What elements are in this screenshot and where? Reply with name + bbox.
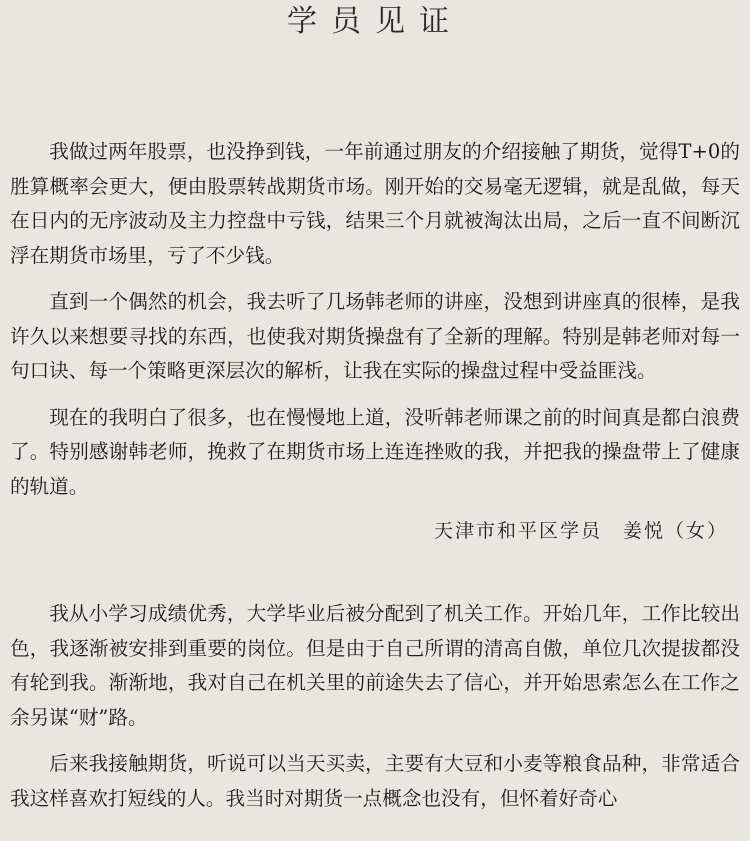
testimonial-1-paragraph-3: 现在的我明白了很多，也在慢慢地上道，没听韩老师课之前的时间真是都白浪费了。特别感谢韩老师，挽救了在期货市场上连连挫败的我，并把我的操盘带上了健康的轨道。 bbox=[10, 405, 740, 498]
testimonial-2-paragraph-1: 我从小学习成绩优秀，大学毕业后被分配到了机关工作。开始几年，工作比较出色，我逐渐被安排到重要的岗位。但是由于自己所谓的清高自傲，单位几次提拔都没有轮到我。渐渐地，我对自己在机关里的前途失去了信心，并开始思索怎么在工作之余另谋“财”路。 bbox=[10, 602, 740, 729]
testimonial-1 bbox=[10, 135, 740, 548]
testimonial-2-paragraph-2: 后来我接触期货，听说可以当天买卖，主要有大豆和小麦等粮食品种，非常适合我这样喜欢打短线的人。我当时对期货一点概念也没有，但怀着好奇心 bbox=[10, 752, 740, 810]
testimonial-1-paragraph-1: 我做过两年股票，也没挣到钱，一年前通过朋友的介绍接触了期货，觉得T+0的胜算概率会更大，便由股票转战期货市场。刚开始的交易毫无逻辑，就是乱做，每天在日内的无序波动及主力控盘中亏钱，结果三个月就被淘汰出局，之后一直不间断沉浮在期货市场里，亏了不少钱。 bbox=[10, 140, 740, 267]
page-title: 学员见证 bbox=[287, 4, 463, 39]
testimonial-2 bbox=[10, 597, 740, 816]
testimonial-1-paragraph-2: 直到一个偶然的机会，我去听了几场韩老师的讲座，没想到讲座真的很棒，是我许久以来想要寻找的东西，也使我对期货操盘有了全新的理解。特别是韩老师对每一句口诀、每一个策略更深层次的解析，让我在实际的操盘过程中受益匪浅。 bbox=[10, 290, 740, 382]
testimonial-1-signature: 天津市和平区学员 姜悦（女） bbox=[433, 520, 728, 542]
